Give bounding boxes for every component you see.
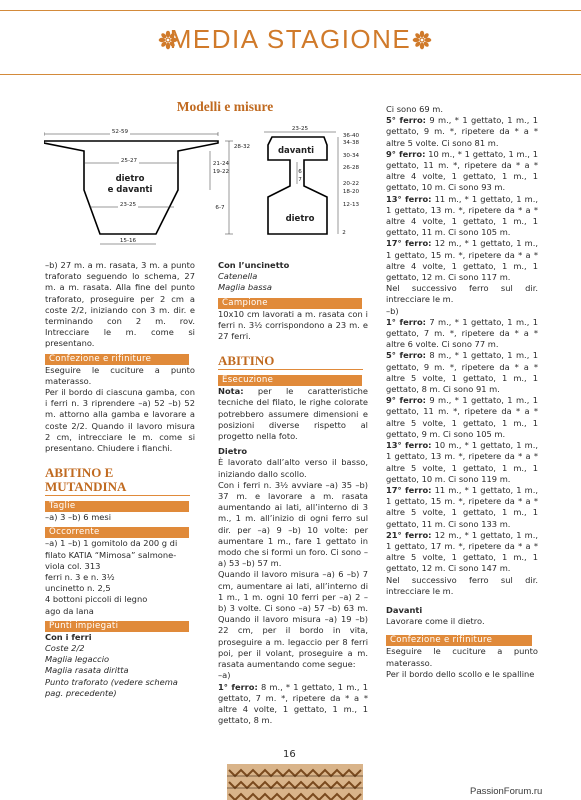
occorrente-item: 4 bottoni piccoli di legno	[45, 594, 148, 605]
size-marker: –a)	[218, 670, 231, 681]
svg-text:davanti: davanti	[277, 146, 315, 156]
row-instruction: Ci sono 69 m.	[386, 104, 444, 114]
row-instruction: Nel successivo ferro sul dir. intrecciare le m.	[386, 574, 538, 596]
section-title: Modelli e misure	[176, 99, 274, 114]
flower-icon	[412, 30, 432, 50]
knit-texture-image	[227, 764, 363, 800]
conf-paragraph: Eseguire le cuciture a punto materasso.	[45, 364, 195, 386]
uncinetto-item: Catenella	[218, 271, 258, 282]
occorrente-item: ago da lana	[45, 605, 94, 616]
heading-rule	[218, 369, 363, 370]
uncinetto-subhead: Con l’uncinetto	[218, 260, 290, 270]
svg-text:52-59: 52-59	[111, 129, 129, 135]
svg-text:dietro: dietro	[285, 214, 315, 224]
svg-text:6-7: 6-7	[215, 205, 225, 211]
svg-text:30-34: 30-34	[342, 153, 360, 159]
header-title: MEDIA STAGIONE	[169, 24, 412, 54]
row-instruction: Nel successivo ferro sul dir. intrecciare le m.	[386, 283, 538, 305]
label-confezione: Confezione e rifiniture	[386, 635, 532, 646]
occorrente-item: ferri n. 3 e n. 3½	[45, 572, 115, 583]
header-bottom-rule	[0, 74, 581, 75]
label-campione: Campione	[218, 298, 362, 309]
davanti-heading: Davanti	[386, 604, 423, 615]
row-instruction: 9° ferro: 9 m., * 1 gettato, 1 m., 1 gettato, 11 m. *, ripetere da * a * altre 5 volte, 1 gettato, 1 m., 1 gettato, 9 m. Ci sono 105 m.	[386, 395, 538, 439]
row-instruction: 1° ferro: 8 m., * 1 gettato, 1 m., 1 gettato, 7 m. *, ripetere da * a * altre 4 volte, 1 gettato, 1 m., 1 gettato, 8 m.	[218, 681, 368, 726]
dietro-paragraph: È lavorato dall’alto verso il basso, iniziando dallo scollo.	[218, 457, 368, 479]
occorrente-item: uncinetto n. 2,5	[45, 583, 111, 594]
punti-item: Punto traforato (vedere schema pag. precedente)	[45, 676, 178, 698]
svg-text:25-27: 25-27	[120, 158, 138, 164]
intro-paragraph: –b) 27 m. a m. rasata, 3 m. a punto traforato seguendo lo schema, 27 m. a m. rasata. Alla fine del punto traforato, proseguire per 2 cm a coste 2/2, iniziando con 3 m. dir. e terminando con 2 m. rov. Intrecciare le m. come si presentano.	[45, 260, 195, 349]
nota-label: Nota:	[218, 386, 244, 397]
svg-text:19-22: 19-22	[212, 169, 230, 175]
davanti-text: Lavorare come il dietro.	[386, 616, 485, 627]
svg-text:7: 7	[298, 177, 302, 183]
label-esecuzione: Esecuzione	[218, 375, 362, 386]
punti-item: Maglia legaccio	[45, 654, 110, 665]
nota-text: per le caratteristiche tecniche del filato, le righe colorate potrebbero assumere dimensioni e posizioni diverse rispetto al progetto nella foto.	[218, 386, 368, 442]
svg-text:21-24: 21-24	[212, 161, 230, 167]
dietro-paragraph: Quando il lavoro misura –a) 6 –b) 7 cm, aumentare ai lati, all’interno di 1 m., 1 m. ogni 10 ferri per –a) 2 –b) 3 volte. Ci sono –a) 57 –b) 63 m. Quando il lavoro misura –a) 19 –b) 22 cm, per il bordo in vita, proseguire a m. legaccio per 8 ferri poi, per il volant, proseguire a m. rasata aumentando come segue:	[218, 569, 368, 670]
column-left	[45, 260, 195, 699]
row-instruction: 1° ferro: 7 m., * 1 gettato, 1 m., 1 gettato, 7 m. *, ripetere da * a * altre 6 volte. Ci sono 77 m.	[386, 316, 538, 350]
punti-subhead: Con i ferri	[45, 631, 92, 642]
svg-text:dietro: dietro	[115, 174, 145, 184]
label-confezione: Confezione e rifiniture	[45, 354, 189, 365]
heading-abitino-mutandina: ABITINO E MUTANDINA	[45, 465, 127, 495]
row-instruction: 13° ferro: 11 m., * 1 gettato, 1 m., 1 gettato, 13 m. *, ripetere da * a * altre 4 volte, 1 gettato, 1 m., 1 gettato, 11 m. Ci sono 105 m.	[386, 193, 538, 238]
svg-text:18-20: 18-20	[342, 189, 360, 195]
svg-text:6: 6	[298, 169, 302, 175]
dietro-heading: Dietro	[218, 446, 248, 457]
size-marker: –b)	[386, 305, 399, 316]
svg-text:34-38: 34-38	[342, 140, 360, 146]
label-punti: Punti impiegati	[45, 621, 189, 632]
row-instruction: 9° ferro: 10 m., * 1 gettato, 1 m., 1 gettato, 11 m. *, ripetere da * a * altre 4 volte, 1 gettato, 1 m., 1 gettato, 10 m. Ci sono 93 m.	[386, 148, 538, 193]
conf-paragraph: Eseguire le cuciture a punto materasso.	[386, 646, 538, 668]
campione-text: 10x10 cm lavorati a m. rasata con i ferri n. 3½ corrispondono a 23 m. e 27 ferri.	[218, 308, 368, 342]
svg-text:15-16: 15-16	[119, 238, 137, 244]
svg-text:28-32: 28-32	[233, 144, 251, 150]
row-instruction: 17° ferro: 12 m., * 1 gettato, 1 m., 1 gettato, 15 m. *, ripetere da * a * altre 4 volte, 1 gettato, 1 m., 1 gettato, 12 m. Ci sono 117 m.	[386, 238, 538, 283]
row-instruction: 5° ferro: 9 m., * 1 gettato, 1 m., 1 gettato, 9 m. *, ripetere da * a * altre 5 volte. Ci sono 81 m.	[386, 115, 538, 148]
label-taglie: Taglie	[45, 501, 189, 512]
page-header	[0, 0, 581, 86]
uncinetto-item: Maglia bassa	[218, 282, 272, 293]
svg-text:e davanti: e davanti	[107, 185, 153, 195]
label-occorrente: Occorrente	[45, 527, 189, 538]
header-top-rule	[0, 10, 581, 11]
row-instruction: 21° ferro: 12 m., * 1 gettato, 1 m., 1 gettato, 17 m. *, ripetere da * a * altre 5 volte, 1 gettato, 1 m., 1 gettato, 12 m. Ci sono 147 m.	[386, 529, 538, 574]
punti-item: Coste 2/2	[45, 643, 85, 654]
dietro-paragraph: Con i ferri n. 3½ avviare –a) 35 –b) 37 m. e lavorare a m. rasata aumentando ai lati, all’interno di 3 m., 1 m. all’inizio di ogni ferro sul dir. per –a) 9 –b) 10 volte: per aumentare 1 m., fare 1 gettato in modo che si formi un foro. Ci sono –a) 53 –b) 57 m.	[218, 479, 368, 569]
svg-text:26-28: 26-28	[342, 165, 360, 171]
svg-text:12-13: 12-13	[342, 202, 360, 208]
conf-paragraph: Per il bordo di ciascuna gamba, con i ferri n. 3 riprendere –a) 52 –b) 52 m. attorno alla gamba e lavorare a coste 2/2. Quando il lavoro misura 2 cm, intrecciare le m. come si presentano. Chiudere i fianchi.	[45, 387, 195, 454]
taglie-text: –a) 3 –b) 6 mesi	[45, 512, 112, 523]
svg-text:2: 2	[342, 230, 346, 236]
column-right	[386, 104, 538, 680]
nota-paragraph	[218, 386, 368, 442]
page-number: 16	[283, 749, 296, 760]
conf-paragraph: Per il bordo dello scollo e le spalline	[386, 668, 535, 679]
svg-text:23-25: 23-25	[119, 202, 137, 208]
column-middle	[218, 260, 368, 726]
heading-rule	[45, 495, 190, 496]
heading-abitino: ABITINO	[218, 353, 275, 369]
row-instruction: 13° ferro: 10 m., * 1 gettato, 1 m., 1 gettato, 13 m. *, ripetere da * a * altre 5 volte, 1 gettato, 1 m., 1 gettato, 10 m. Ci sono 119 m.	[386, 440, 538, 484]
row-instruction: 5° ferro: 8 m., * 1 gettato, 1 m., 1 gettato, 9 m. *, ripetere da * a * altre 5 volte, 1 gettato, 1 m., 1 gettato, 8 m. Ci sono 91 m.	[386, 350, 538, 395]
row-instruction: 17° ferro: 11 m., * 1 gettato, 1 m., 1 gettato, 15 m. *, ripetere da * a * altre 5 volte, 1 gettato, 1 m., 1 gettato, 11 m. Ci sono 133 m.	[386, 484, 538, 529]
svg-text:23-25: 23-25	[291, 126, 309, 132]
watermark: PassionForum.ru	[470, 786, 543, 797]
punti-item: Maglia rasata diritta	[45, 665, 129, 676]
svg-text:36-40: 36-40	[342, 133, 360, 139]
size-diagram	[44, 117, 362, 255]
occorrente-item: –a) 1 –b) 1 gomitolo da 200 g di filato KATIA “Mimosa” salmone-viola col. 313	[45, 538, 178, 571]
svg-text:20-22: 20-22	[342, 181, 360, 187]
